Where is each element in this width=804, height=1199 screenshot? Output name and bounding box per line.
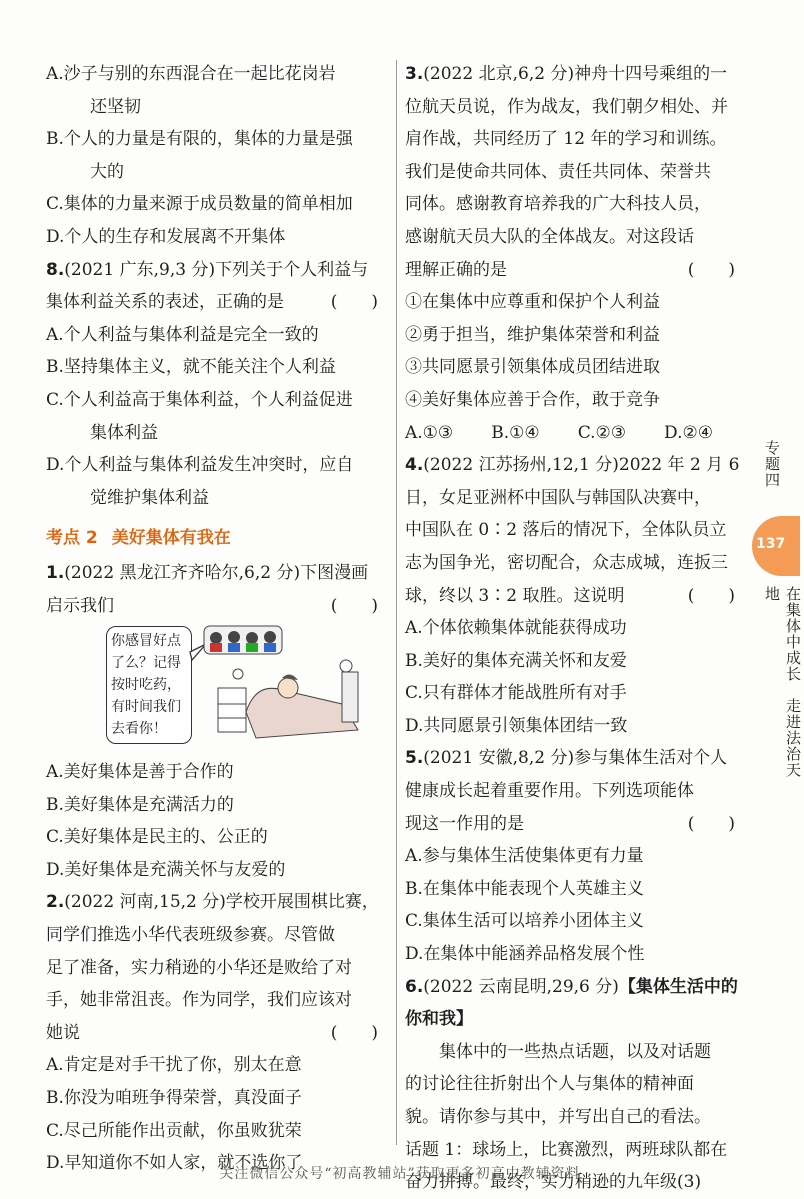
q7-option-c: C.集体的力量来源于成员数量的简单相加 (46, 194, 353, 215)
right-column (405, 58, 743, 1199)
q5-option-a: A.参与集体生活使集体更有力量 (405, 846, 644, 867)
q1-option-a: A.美好集体是善于合作的 (46, 762, 234, 783)
q8-stem: 8.(2021 广东,9,3 分)下列关于个人利益与 集体利益关系的表述，正确的是 ( ) (46, 259, 378, 313)
q3-statement-2: ②勇于担当，维护集体荣誉和利益 (405, 324, 660, 345)
page-number: 137 (756, 536, 786, 552)
q3-stem: 3.(2022 北京,6,2 分)神舟十四号乘组的一 位航天员说，作为战友，我们朝夕相处、并 肩作战，共同经历了 12 年的学习和训练。 我们是使命共同体、责任共同体、荣誉共 同体。感谢教育培养我的广大科技人员， 感谢航天员大队的全体战友。对这段话 理解正确的是 ( ) (405, 64, 735, 280)
q1-option-d: D.美好集体是充满关怀与友爱的 (46, 859, 286, 880)
q6-stem: 6.(2022 云南昆明,29,6 分)【集体生活中的 你和我】 (405, 976, 738, 1030)
q2-option-d: D.早知道你不如人家，就不选你了 (46, 1153, 303, 1174)
q8-option-d: D.个人利益与集体利益发生冲突时，应自 觉维护集体利益 (46, 455, 354, 508)
section-heading: 考点 2 美好集体有我在 (46, 528, 231, 549)
q6-topic-1-cont: 奋力拼搏。最终，实力稍逊的九年级(3) (405, 1172, 702, 1193)
q4-option-b: B.美好的集体充满关怀和友爱 (405, 650, 627, 671)
page-number-tab (752, 516, 800, 576)
q5-option-d: D.在集体中能涵养品格发展个性 (405, 944, 645, 965)
q6-paragraph-line-3: 貌。请你参与其中，并写出自己的看法。 (405, 1107, 711, 1127)
q5-option-b: B.在集体中能表现个人英雄主义 (405, 878, 644, 899)
side-tab (744, 440, 800, 780)
q1-option-b: B.美好集体是充满活力的 (46, 794, 234, 815)
q3-statement-4: ④美好集体应善于合作，敢于竞争 (405, 389, 660, 410)
q4-option-d: D.共同愿景引领集体团结一致 (405, 715, 628, 736)
q7-option-d: D.个人的生存和发展离不开集体 (46, 226, 286, 247)
q4-option-c: C.只有群体才能战胜所有对手 (405, 683, 627, 704)
left-column (46, 58, 386, 1180)
column-divider (396, 60, 397, 1145)
q3-options (405, 417, 743, 450)
q2-option-c: C.尽己所能作出贡献，你虽败犹荣 (46, 1120, 302, 1141)
speech-bubble: 你感冒好点了么？记得按时吃药，有时间我们去看你！ (106, 626, 192, 744)
q7-option-a: A.沙子与别的东西混合在一起比花岗岩 还坚韧 (46, 64, 336, 117)
q7-option-b: B.个人的力量是有限的，集体的力量是强 大的 (46, 129, 353, 182)
q4-option-a: A.个体依赖集体就能获得成功 (405, 618, 627, 639)
q3-option-b: B.①④ (491, 422, 540, 443)
q3-statement-3: ③共同愿景引领集体成员团结进取 (405, 357, 660, 378)
footer-note: 关注微信公众号“初高教辅站”获取更多初高中教辅资料 (219, 1166, 581, 1182)
cartoon-illustration (106, 626, 376, 746)
q3-option-d: D.②④ (664, 422, 713, 443)
q8-option-c: C.个人利益高于集体利益，个人利益促进 集体利益 (46, 389, 353, 443)
q6-paragraph-line-2: 的讨论往往折射出个人与集体的精神面 (405, 1074, 694, 1095)
q8-option-b: B.坚持集体主义，就不能关注个人利益 (46, 357, 336, 378)
q6-paragraph: 集体中的一些热点话题，以及对话题 (439, 1041, 711, 1062)
q2-option-b: B.你没为咱班争得荣誉，真没面子 (46, 1088, 302, 1109)
topic-label: 专题四 (763, 440, 781, 488)
chapter-title: 在集体中成长 走进法治天地 (763, 586, 802, 778)
q4-stem: 4.(2022 江苏扬州,12,1 分)2022 年 2 月 6 日，女足亚洲杯中国队与韩国队决赛中， 中国队在 0∶2 落后的情况下，全体队员立 志为国争光，密切配合，众志成城，连扳三 球，终以 3∶2 取胜。这说明 ( ) (405, 455, 740, 606)
q5-option-c: C.集体生活可以培养小团体主义 (405, 911, 644, 932)
q8-option-a: A.个人利益与集体利益是完全一致的 (46, 324, 319, 345)
q1-option-c: C.美好集体是民主的、公正的 (46, 827, 268, 848)
q6-topic-1: 话题 1：球场上，比赛激烈，两班球队都在 (405, 1139, 728, 1160)
sick-student-cartoon-icon (106, 626, 376, 746)
q1-stem: 1.(2022 黑龙江齐齐哈尔,6,2 分)下图漫画 启示我们 ( ) (46, 562, 378, 616)
q3-option-c: C.②③ (577, 422, 626, 443)
q5-stem: 5.(2021 安徽,8,2 分)参与集体生活对个人 健康成长起着重要作用。下列选项能体 现这一作用的是 ( ) (405, 748, 735, 834)
q2-stem: 2.(2022 河南,15,2 分)学校开展围棋比赛， 同学们推选小华代表班级参赛。尽管做 足了准备，实力稍逊的小华还是败给了对 手，她非常沮丧。作为同学，我们应该对 她说 ( ) (46, 892, 379, 1043)
q3-option-a: A.①③ (405, 422, 454, 443)
q2-option-a: A.肯定是对手干扰了你，别太在意 (46, 1055, 302, 1076)
q3-statement-1: ①在集体中应尊重和保护个人利益 (405, 292, 660, 313)
